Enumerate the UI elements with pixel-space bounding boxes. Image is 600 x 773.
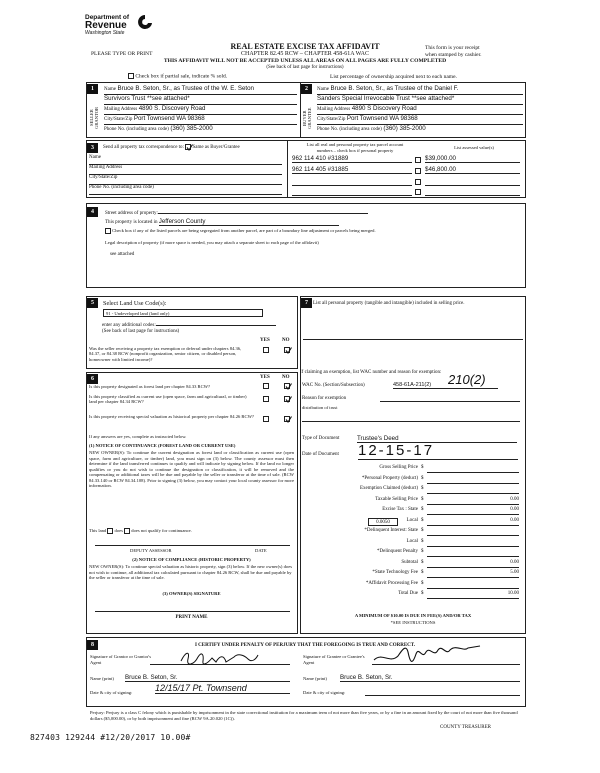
buyer-city[interactable]: Port Townsend WA 98368 bbox=[346, 115, 418, 122]
boundary-checkbox[interactable] bbox=[105, 228, 111, 234]
dollar-sign: $ bbox=[421, 486, 424, 491]
checkmark-icon bbox=[285, 347, 292, 354]
dollar-sign: $ bbox=[421, 570, 424, 575]
tax-value[interactable]: 0.00 bbox=[427, 518, 519, 526]
tax-value[interactable] bbox=[427, 476, 519, 484]
buyer-phone-row bbox=[317, 125, 523, 135]
tax-label: *Delinquent Interest: State bbox=[364, 528, 418, 533]
corr-mail-row bbox=[89, 165, 282, 175]
parcel-number-1[interactable]: 962 114 410 #31889 bbox=[292, 155, 412, 163]
grantor-print-label: Name (print) bbox=[90, 676, 114, 681]
dollar-sign: $ bbox=[421, 549, 424, 554]
additional-codes-row bbox=[102, 320, 276, 328]
continuance-row bbox=[89, 528, 192, 534]
exemption-reason-line2[interactable] bbox=[302, 420, 520, 422]
tax-value[interactable]: 0.00 bbox=[427, 497, 519, 505]
tax-row bbox=[300, 549, 522, 560]
deputy-date-label: DATE bbox=[255, 548, 267, 553]
legal-desc-label: Legal description of property (if more space is needed, you may attach a separate sheet to each page of the affidavit) bbox=[105, 240, 319, 245]
tax-row bbox=[300, 560, 522, 571]
form-warning: THIS AFFIDAVIT WILL NOT BE ACCEPTED UNLESS ALL AREAS ON ALL PAGES ARE FULLY COMPLETED bbox=[163, 58, 447, 64]
tax-label: Total Due bbox=[398, 591, 418, 596]
s6-no-header: NO bbox=[282, 375, 290, 380]
assessed-value-2[interactable]: $46,800.00 bbox=[425, 166, 520, 174]
county-value[interactable]: Jefferson County bbox=[159, 218, 339, 226]
local-rate[interactable]: 0.0050 bbox=[368, 518, 398, 526]
tax-label: Gross Selling Price bbox=[379, 465, 418, 470]
tax-value[interactable]: 0.00 bbox=[427, 507, 519, 515]
tax-value[interactable] bbox=[427, 581, 519, 589]
grantor-signature-scribble bbox=[178, 649, 260, 669]
form-title: REAL ESTATE EXCISE TAX AFFIDAVIT bbox=[230, 42, 380, 51]
exemption-reason-field[interactable] bbox=[380, 397, 520, 402]
perjury-notice: Perjury: Perjury is a class C felony which is punishable by imprisonment in the state correctional institution for a maximum term of not more than five years, or by a fine in an amount fixed by the court of not more than five thousand dollars ($5,000.00), or by both imprisonment and fine (RCW 9A.20.020 (1C)). bbox=[90, 710, 518, 721]
does-label: does bbox=[114, 528, 123, 534]
personal-property-label: List all personal property (tangible and intangible) included in selling price. bbox=[313, 301, 465, 306]
section-6-number: 6 bbox=[87, 374, 98, 384]
does-checkbox[interactable] bbox=[107, 528, 113, 534]
partial-sale-row bbox=[128, 73, 227, 79]
grantee-signature-label: Signature of Grantee or Grantee's Agent bbox=[303, 654, 365, 665]
forest-no-checkbox[interactable] bbox=[284, 383, 290, 389]
tax-label: Exemption Claimed (deduct) bbox=[359, 486, 418, 491]
please-print: PLEASE TYPE OR PRINT bbox=[91, 51, 153, 57]
tax-row bbox=[300, 528, 522, 539]
tax-row bbox=[300, 497, 522, 508]
does-not-label: does not qualify for continuance. bbox=[131, 528, 192, 534]
tax-row bbox=[300, 581, 522, 592]
land-use-label: Select Land Use Code(s): bbox=[103, 300, 167, 307]
seller-phone-label: Phone No. (including area code) bbox=[104, 127, 169, 132]
certify-statement: I CERTIFY UNDER PENALTY OF PERJURY THAT THE FOREGOING IS TRUE AND CORRECT. bbox=[194, 643, 415, 648]
seller-city[interactable]: Port Townsend WA 98368 bbox=[133, 115, 205, 122]
dor-logo-line3: Washington State bbox=[85, 30, 125, 36]
seller-name2[interactable]: Survivors Trust **see attached* bbox=[104, 95, 190, 102]
doc-type-label: Type of Document bbox=[302, 436, 340, 441]
exemption-reason-label: Reason for exemption bbox=[302, 396, 347, 401]
section-8-number: 8 bbox=[87, 640, 98, 650]
wac-handwritten: 210(2) bbox=[448, 372, 486, 387]
dor-logo-icon bbox=[137, 14, 153, 32]
checkmark-icon bbox=[285, 396, 292, 403]
corr-city-label: City/State/Zip bbox=[89, 175, 118, 180]
additional-codes-label: enter any additional codes: bbox=[102, 323, 156, 328]
seller-name-row bbox=[104, 85, 297, 95]
minimum-due-note: A MINIMUM OF $10.00 IS DUE IN FEE(S) AND/OR TAX bbox=[354, 613, 472, 618]
partial-sale-checkbox[interactable] bbox=[128, 73, 134, 79]
current-use-no-checkbox[interactable] bbox=[284, 396, 290, 402]
wac-label: WAC No. (Section/Subsection) bbox=[302, 383, 365, 388]
s6-yes-header: YES bbox=[260, 375, 270, 380]
assessed-value-3[interactable] bbox=[425, 177, 520, 186]
tax-value[interactable] bbox=[427, 465, 519, 473]
street-address-label: Street address of property: bbox=[105, 211, 158, 216]
tax-row bbox=[300, 486, 522, 497]
form-see-back: (See back of last page for instructions) bbox=[266, 65, 344, 70]
divider-3 bbox=[287, 140, 288, 198]
grantee-date-city[interactable] bbox=[365, 688, 520, 696]
buyer-phone[interactable]: (360) 385-2000 bbox=[383, 125, 426, 132]
exemption-yes-checkbox[interactable] bbox=[263, 347, 269, 353]
tax-row bbox=[300, 591, 522, 602]
seller-city-row bbox=[104, 115, 297, 125]
tax-row bbox=[300, 476, 522, 487]
buyer-mail-row bbox=[317, 105, 523, 115]
buyer-name[interactable]: Bruce B. Seton, Sr., as Trustee of the Daniel F. bbox=[330, 85, 459, 92]
receipt-note-1: This form is your receipt bbox=[425, 45, 480, 51]
tax-label: *Affidavit Processing Fee bbox=[365, 580, 418, 586]
corr-phone-row bbox=[89, 185, 282, 195]
seller-name[interactable]: Bruce B. Seton, Sr., as Trustee of the W. E. Seton bbox=[117, 85, 254, 92]
doc-date-label: Date of Document bbox=[302, 452, 339, 457]
personal-property-checkbox-2[interactable] bbox=[415, 168, 421, 174]
corr-city-row bbox=[89, 175, 282, 185]
buyer-name-row bbox=[317, 85, 523, 95]
buyer-city-row bbox=[317, 115, 523, 125]
doc-date-value[interactable]: 12-15-17 bbox=[358, 442, 518, 460]
dollar-sign: $ bbox=[421, 538, 424, 544]
assessed-header: List assessed value(s) bbox=[454, 145, 494, 150]
street-address-field[interactable] bbox=[158, 208, 368, 214]
legal-desc-value[interactable]: see attached bbox=[110, 252, 135, 257]
seller-phone-row bbox=[104, 125, 297, 135]
dollar-sign: $ bbox=[421, 528, 424, 533]
dollar-sign: $ bbox=[421, 591, 424, 596]
tax-label: *State Technology Fee bbox=[372, 570, 418, 575]
parcel-row-3 bbox=[292, 177, 522, 187]
s5-yes-header: YES bbox=[260, 338, 270, 343]
parcel-number-2[interactable]: 962 114 405 #31885 bbox=[292, 166, 412, 174]
corr-mail-label: Mailing Address bbox=[89, 165, 123, 170]
checkmark-icon bbox=[285, 416, 292, 423]
current-use-question: Is this property classified as current use (open space, farm and agricultural, or timber) land per chapter 84.34 RCW? bbox=[89, 394, 247, 405]
assessed-value-1[interactable]: $39,000.00 bbox=[425, 155, 520, 163]
tax-value[interactable] bbox=[427, 549, 519, 557]
grantee-print-label: Name (print) bbox=[303, 676, 327, 681]
dollar-sign: $ bbox=[421, 517, 424, 523]
wac-value[interactable]: 458-61A-211(2) bbox=[393, 382, 498, 389]
receipt-note-2: when stamped by cashier. bbox=[425, 52, 482, 58]
tax-label: Subtotal bbox=[401, 559, 418, 565]
checkmark-icon bbox=[186, 144, 193, 151]
tax-label: Local bbox=[406, 538, 418, 544]
parcel-number-4[interactable] bbox=[292, 187, 412, 196]
see-instructions-note: *SEE INSTRUCTIONS bbox=[390, 620, 436, 625]
additional-codes-field[interactable] bbox=[156, 320, 276, 326]
buyer-side-label: BUYER GRANTEE bbox=[302, 107, 312, 129]
dollar-sign: $ bbox=[421, 580, 424, 586]
doc-type-value[interactable]: Trustee's Deed bbox=[357, 435, 517, 443]
historic-question: Is this property receiving special valuation as historical property per chapter 84.26 RCW? bbox=[89, 414, 254, 419]
dollar-sign: $ bbox=[421, 507, 424, 512]
personal-property-checkbox-1[interactable] bbox=[415, 157, 421, 163]
buyer-mail[interactable]: 4890 S Discovery Road bbox=[351, 105, 417, 112]
checkmark-icon bbox=[285, 383, 292, 390]
boundary-label: Check box if any of the listed parcels are being segregated from another parcel, are part of a boundary line adjustment or parcels being merged. bbox=[112, 228, 376, 234]
tax-value[interactable] bbox=[427, 486, 519, 494]
recording-stamp: 827403 129244 #12/20/2017 10.00# bbox=[30, 733, 191, 742]
section-2-number: 2 bbox=[301, 84, 312, 94]
land-use-select[interactable]: 91 - Undeveloped land (land only) bbox=[103, 309, 263, 317]
same-as-buyer-checkbox[interactable] bbox=[185, 144, 191, 150]
dollar-sign: $ bbox=[421, 559, 424, 565]
buyer-mail-label: Mailing Address bbox=[317, 107, 351, 112]
buyer-block bbox=[317, 85, 523, 135]
exemption-reason-value: distribution of trust bbox=[302, 405, 338, 410]
form-chapter: CHAPTER 82.45 RCW – CHAPTER 458-61A WAC bbox=[241, 51, 369, 57]
tax-value[interactable]: 5.00 bbox=[427, 570, 519, 578]
tax-value[interactable] bbox=[427, 528, 519, 536]
notice-1-body: NEW OWNER(S): To continue the current designation as forest land or classification as current use (open space, farm and agriculture, or timber) land, you must sign on (3) below. The county assessor must then determine if the land transferred continues to qualify and will indicate by signing below. If the land no longer qualifies or you do not wish to continue the designation or classification, it will be removed and the compensating or additional taxes will be due and payable by the seller or transferor at the time of sale. (RCW 84.33.140 or RCW 84.34.108). Prior to signing (3) below, you may contact your local county assessor for more information. bbox=[89, 450, 294, 488]
buyer-name2-row bbox=[317, 95, 523, 105]
exemption-claim-label: If claiming an exemption, list WAC number and reason for exemption: bbox=[300, 370, 442, 375]
dor-logo-line1: Department of bbox=[85, 14, 130, 21]
buyer-name2[interactable]: Sanders Special Irrevocable Trust **see attached* bbox=[317, 95, 455, 102]
personal-property-field[interactable] bbox=[303, 338, 523, 340]
tax-table bbox=[300, 465, 522, 602]
if-yes-note: If any answers are yes, complete as instructed below. bbox=[89, 434, 187, 439]
notice-2-body: NEW OWNER(S): To continue special valuation as historic property, sign (3) below. If the new owner(s) does not wish to continue, all additional tax calculated pursuant to chapter 84.26 RCW, shall be due and payable by the seller or transferor at the time of sale. bbox=[89, 564, 293, 580]
section-4-number: 4 bbox=[87, 207, 98, 217]
grantee-signature-scribble bbox=[372, 642, 484, 670]
parcel-row-1 bbox=[292, 155, 522, 165]
grantor-date-city[interactable]: 12/15/17 Pt. Townsend bbox=[155, 683, 290, 694]
does-not-checkbox[interactable] bbox=[124, 528, 130, 534]
exemption-no-checkbox[interactable] bbox=[284, 347, 290, 353]
historic-yes-checkbox[interactable] bbox=[263, 416, 269, 422]
tax-label: *Personal Property (deduct) bbox=[361, 475, 418, 481]
corr-name-row bbox=[89, 155, 282, 165]
parcel-header-2: numbers – check box if personal property bbox=[316, 148, 394, 153]
seller-name2-row bbox=[104, 95, 297, 105]
seller-mail[interactable]: 4890 S. Discovery Road bbox=[138, 105, 206, 112]
tax-label: Taxable Selling Price bbox=[375, 496, 418, 502]
this-land-label: This land bbox=[89, 528, 107, 534]
section-1-number: 1 bbox=[87, 84, 98, 94]
parcel-header-1: List all real and personal property tax parcel account bbox=[306, 142, 404, 147]
corr-name-label: Name bbox=[89, 155, 101, 160]
tax-row bbox=[300, 507, 522, 518]
forest-yes-checkbox[interactable] bbox=[263, 383, 269, 389]
tax-value[interactable] bbox=[427, 539, 519, 547]
owner-signature-label: (3) OWNER(S) SIGNATURE bbox=[162, 591, 221, 596]
seller-mail-label: Mailing Address bbox=[104, 107, 138, 112]
partial-sale-label: Check box if partial sale, indicate % sold. bbox=[135, 73, 228, 80]
section-7-number: 7 bbox=[301, 298, 312, 308]
buyer-name-label: Name bbox=[317, 87, 329, 92]
s5-no-header: NO bbox=[282, 338, 290, 343]
dor-logo bbox=[85, 14, 165, 50]
seller-mail-row bbox=[104, 105, 297, 115]
same-as-buyer-label: Same as Buyer/Grantee bbox=[192, 145, 240, 151]
land-use-see-back: (See back of last page for instructions) bbox=[102, 329, 180, 334]
tax-label: Local bbox=[406, 517, 418, 523]
dollar-sign: $ bbox=[421, 465, 424, 470]
street-address-row bbox=[105, 208, 405, 216]
personal-property-checkbox-4[interactable] bbox=[415, 189, 421, 195]
send-correspondence-label: Send all property tax correspondence to: bbox=[103, 145, 184, 151]
grantee-date-label: Date & city of signing: bbox=[303, 690, 346, 695]
section-3-number: 3 bbox=[87, 143, 98, 153]
personal-property-checkbox-3[interactable] bbox=[415, 179, 421, 185]
county-row bbox=[105, 218, 405, 226]
deputy-assessor-label: DEPUTY ASSESSOR bbox=[130, 548, 172, 553]
tax-row bbox=[300, 465, 522, 476]
ownership-note: List percentage of ownership acquired next to each name. bbox=[330, 74, 457, 80]
tax-row bbox=[300, 539, 522, 550]
grantor-date-label: Date & city of signing: bbox=[90, 690, 133, 695]
corr-phone-label: Phone No. (including area code) bbox=[89, 185, 154, 190]
parcel-row-4 bbox=[292, 187, 522, 197]
dollar-sign: $ bbox=[421, 475, 424, 481]
dollar-sign: $ bbox=[421, 496, 424, 502]
deputy-assessor-line[interactable] bbox=[95, 541, 290, 546]
notice-2-title: (2) NOTICE OF COMPLIANCE (HISTORIC PROPERTY) bbox=[132, 557, 251, 562]
correspondence-fields bbox=[89, 155, 282, 195]
seller-phone[interactable]: (360) 385-2000 bbox=[170, 125, 213, 132]
assessed-value-4[interactable] bbox=[425, 187, 520, 196]
owner-signature-line[interactable] bbox=[95, 607, 290, 612]
grantor-signature-label: Signature of Grantor or Grantor's Agent bbox=[90, 654, 152, 665]
grantee-print-name[interactable]: Bruce B. Seton, Sr. bbox=[340, 674, 520, 682]
print-name-label: PRINT NAME bbox=[175, 615, 208, 620]
grantor-print-name[interactable]: Bruce B. Seton, Sr. bbox=[125, 674, 290, 682]
county-treasurer-label: COUNTY TREASURER bbox=[440, 725, 491, 730]
send-correspondence-row bbox=[103, 144, 240, 150]
section-5-number: 5 bbox=[87, 298, 98, 308]
current-use-yes-checkbox[interactable] bbox=[263, 396, 269, 402]
seller-block bbox=[104, 85, 297, 135]
tax-value[interactable]: 0.00 bbox=[427, 560, 519, 568]
dor-logo-line2: Revenue bbox=[85, 20, 127, 31]
seller-side-label: SELLER GRANTOR bbox=[89, 106, 99, 130]
tax-row bbox=[300, 570, 522, 581]
notice-1-title: (1) NOTICE OF CONTINUANCE (FOREST LAND OR CURRENT USE) bbox=[89, 443, 236, 448]
forest-question: Is this property designated as forest land per chapter 84.33 RCW? bbox=[89, 384, 211, 389]
tax-label: *Delinquent Penalty bbox=[377, 549, 418, 554]
seller-city-label: City/State/Zip bbox=[104, 117, 133, 122]
historic-no-checkbox[interactable] bbox=[284, 416, 290, 422]
county-label: This property is located in bbox=[105, 220, 158, 225]
tax-value[interactable]: 10.00 bbox=[427, 591, 519, 599]
tax-label: Excise Tax : State bbox=[382, 507, 418, 512]
buyer-city-label: City/State/Zip bbox=[317, 117, 346, 122]
tax-row bbox=[300, 518, 522, 529]
buyer-phone-label: Phone No. (including area code) bbox=[317, 127, 382, 132]
boundary-row bbox=[105, 228, 520, 234]
parcel-row-2 bbox=[292, 166, 522, 176]
seller-name-label: Name bbox=[104, 87, 116, 92]
exemption-question: Was the seller receiving a property tax exemption or deferral under chapters 84.36, 84.37, or 84.38 RCW (nonprofit organization, senior citizen, or disabled person, homeowner with limited income)? bbox=[89, 346, 242, 362]
parcel-number-3[interactable] bbox=[292, 177, 412, 186]
